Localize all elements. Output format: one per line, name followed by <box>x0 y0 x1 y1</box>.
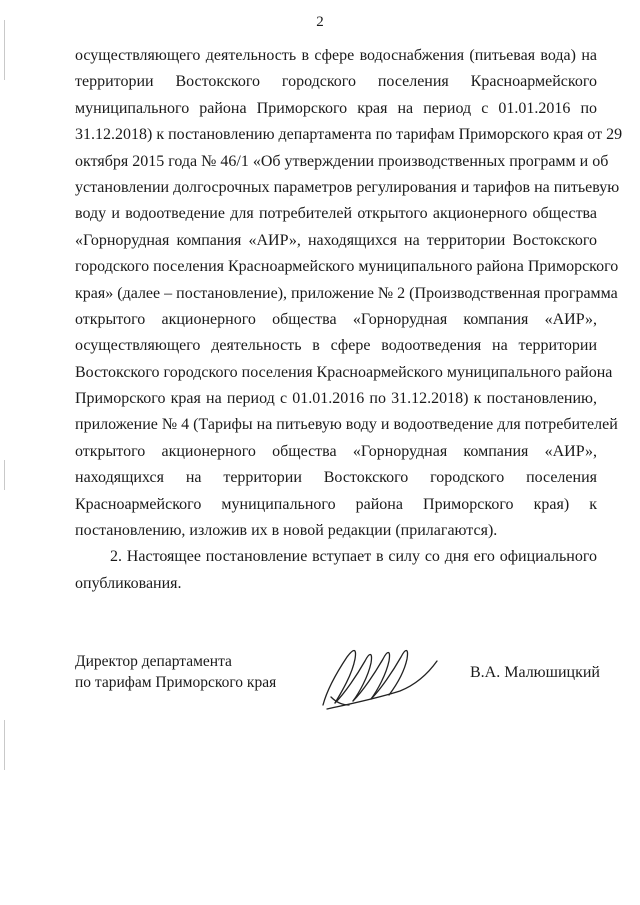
text-line: «Горнорудная компания «АИР», находящихся на территории Востокского <box>75 231 597 249</box>
text-line: приложение № 4 (Тарифы на питьевую воду и водоотведение для потребителей <box>75 416 618 434</box>
text-line: находящихся на территории Востокского городского поселения <box>75 469 597 487</box>
page-number: 2 <box>316 14 324 30</box>
scan-edge-mark <box>4 720 5 770</box>
text-line: установлении долгосрочных параметров регулирования и тарифов на питьевую <box>75 178 620 196</box>
signatory-title-line-2: по тарифам Приморского края <box>75 674 277 691</box>
signatory-title-line-1: Директор департамента <box>75 653 232 670</box>
text-line: осуществляющего деятельность в сфере водоснабжения (питьевая вода) на <box>75 47 597 64</box>
text-line: открытого акционерного общества «Горнорудная компания «АИР», <box>75 442 597 460</box>
text-line: открытого акционерного общества «Горнорудная компания «АИР», <box>75 310 597 328</box>
text-line: осуществляющего деятельность в сфере водоотведения на территории <box>75 337 597 355</box>
signatory-name: В.А. Малюшицкий <box>470 664 600 681</box>
body-text <box>75 43 623 597</box>
text-line: постановлению, изложив их в новой редакции (прилагаются). <box>75 522 498 540</box>
paragraph-2-line: опубликования. <box>75 574 182 592</box>
text-line: октября 2015 года № 46/1 «Об утверждении производственных программ и об <box>75 152 609 170</box>
text-line: края» (далее – постановление), приложение № 2 (Производственная программа <box>75 284 618 302</box>
scan-edge-mark <box>4 460 5 490</box>
text-line: воду и водоотведение для потребителей открытого акционерного общества <box>75 205 597 223</box>
signatory-title <box>75 651 276 693</box>
text-line: Востокского городского поселения Красноармейского муниципального района <box>75 363 613 381</box>
text-line: территории Востокского городского поселения Красноармейского <box>75 73 597 91</box>
text-line: муниципального района Приморского края на период с 01.01.2016 по <box>75 99 597 117</box>
paragraph-2-line: 2. Настоящее постановление вступает в силу со дня его официального <box>110 548 597 566</box>
text-line: 31.12.2018) к постановлению департамента по тарифам Приморского края от 29 <box>75 126 623 144</box>
handwritten-signature <box>305 635 445 715</box>
text-line: Красноармейского муниципального района Приморского края) к <box>75 495 597 513</box>
text-line: Приморского края на период с 01.01.2016 по 31.12.2018) к постановлению, <box>75 390 597 408</box>
text-line: городского поселения Красноармейского муниципального района Приморского <box>75 258 619 276</box>
